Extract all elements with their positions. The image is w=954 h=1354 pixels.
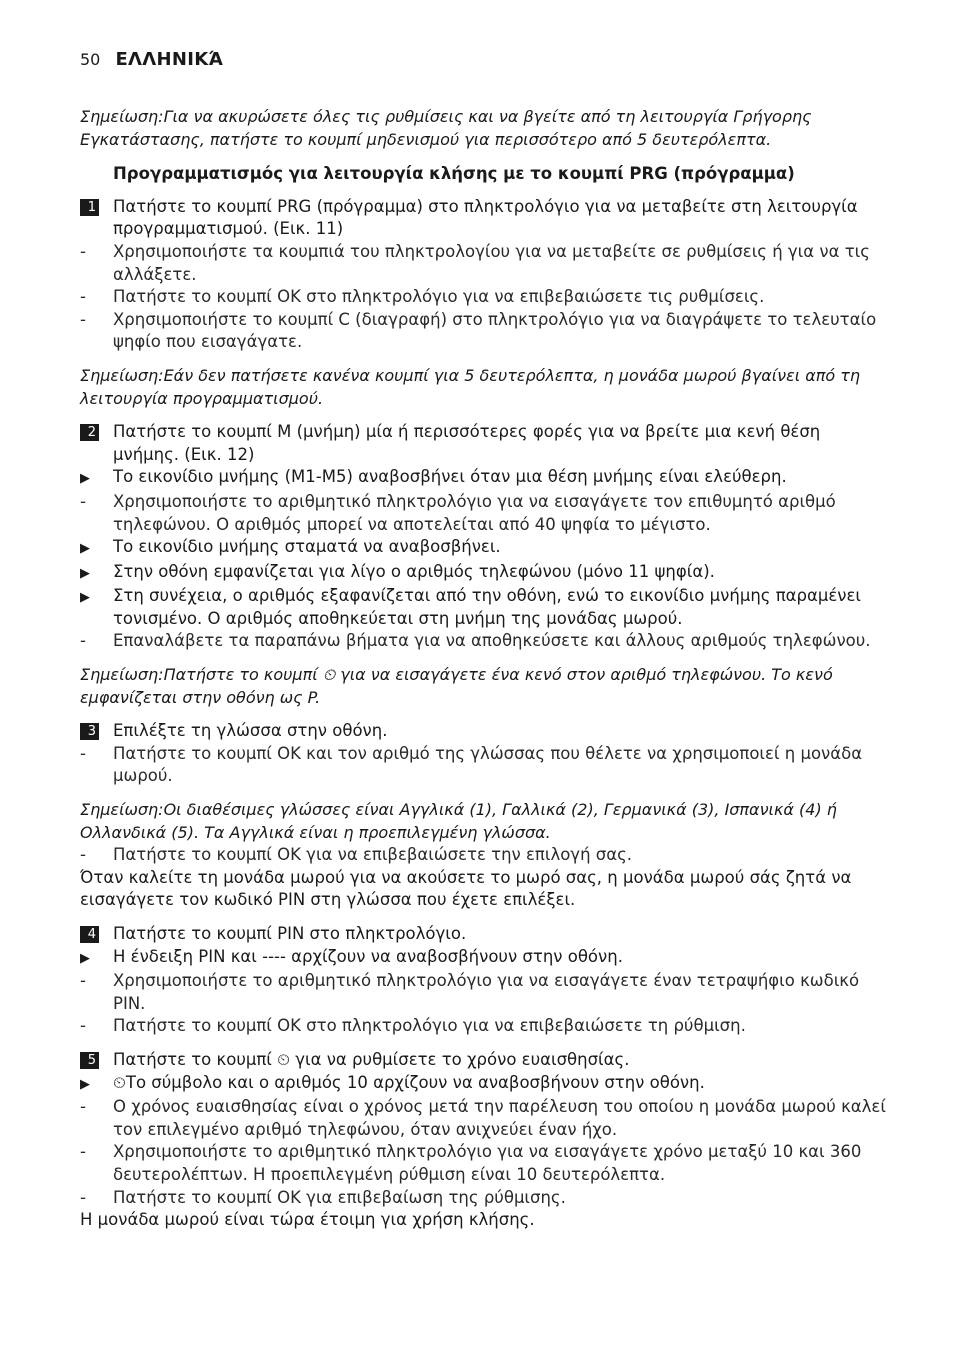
dash-marker: - — [80, 845, 86, 865]
result-arrow-icon: ▶ — [80, 541, 90, 557]
step-text: Επιλέξτε τη γλώσσα στην οθόνη. — [113, 721, 388, 741]
list-item — [80, 743, 886, 788]
result-arrow-icon: ▶ — [80, 950, 90, 966]
list-item-text: Χρησιμοποιήστε τα κουμπιά του πληκτρολογίου για να μεταβείτε σε ρυθμίσεις ή για να τις αλλάξετε. — [113, 241, 870, 284]
step-text: Πατήστε το κουμπί ⏲ για να ρυθμίσετε το χρόνο ευαισθησίας. — [113, 1049, 630, 1069]
language-title: ΕΛΛΗΝΙΚΆ — [115, 49, 224, 70]
result-item — [80, 1072, 886, 1097]
list-item — [80, 844, 886, 867]
step-text: Πατήστε το κουμπί PRG (πρόγραμμα) στο πληκτρολόγιο για να μεταβείτε στη λειτουργία προγραμματισμού. (Εικ. 11) — [113, 196, 858, 239]
dash-marker: - — [80, 743, 86, 763]
page-content — [80, 106, 886, 1232]
step-1 — [80, 196, 886, 241]
step-5 — [80, 1049, 886, 1072]
result-item — [80, 466, 886, 491]
step-number-badge: 3 — [80, 723, 99, 740]
step-number-badge: 5 — [80, 1052, 99, 1069]
list-item-text: Πατήστε το κουμπί OK και τον αριθμό της γλώσσας που θέλετε να χρησιμοποιεί η μονάδα μωρού. — [113, 743, 863, 786]
result-item — [80, 946, 886, 971]
list-item-text: Χρησιμοποιήστε το αριθμητικό πληκτρολόγιο για να εισαγάγετε έναν τετραψήφιο κωδικό PIN. — [113, 971, 860, 1013]
dash-marker: - — [80, 287, 86, 307]
note-quick-setup: Σημείωση:Για να ακυρώσετε όλες τις ρυθμίσεις και να βγείτε από τη λειτουργία Γρήγορης Εγκατάστασης, πατήστε το κουμπί μηδενισμού για περισσότερο από 5 δευτερόλεπτα. — [80, 107, 812, 149]
result-item — [80, 585, 886, 630]
list-item — [80, 1141, 886, 1186]
list-item — [80, 1015, 886, 1038]
result-text: Το εικονίδιο μνήμης σταματά να αναβοσβήνει. — [113, 537, 501, 557]
step-number-badge: 2 — [80, 424, 99, 441]
step-number-badge: 1 — [80, 199, 99, 216]
paragraph: Όταν καλείτε τη μονάδα μωρού για να ακούσετε το μωρό σας, η μονάδα μωρού σάς ζητά να εισαγάγετε τον κωδικό PIN στη γλώσσα που έχετε επιλέξει. — [80, 867, 852, 910]
result-text: Η ένδειξη PIN και ---- αρχίζουν να αναβοσβήνουν στην οθόνη. — [113, 946, 623, 966]
result-arrow-icon: ▶ — [80, 590, 90, 606]
dash-marker: - — [80, 1016, 86, 1036]
paragraph: Η μονάδα μωρού είναι τώρα έτοιμη για χρήση κλήσης. — [80, 1210, 535, 1230]
section-heading: Προγραμματισμός για λειτουργία κλήσης με το κουμπί PRG (πρόγραμμα) — [113, 164, 795, 184]
list-item — [80, 1096, 886, 1141]
list-item — [80, 241, 886, 286]
result-arrow-icon: ▶ — [80, 565, 90, 581]
list-item-text: Πατήστε το κουμπί OK για επιβεβαίωση της ρύθμισης. — [113, 1187, 566, 1207]
list-item — [80, 970, 886, 1015]
step-text: Πατήστε το κουμπί PIN στο πληκτρολόγιο. — [113, 924, 467, 943]
result-arrow-icon: ▶ — [80, 1076, 90, 1092]
list-item-text: Ο χρόνος ευαισθησίας είναι ο χρόνος μετά την παρέλευση του οποίου η μονάδα μωρού καλεί τον επιλεγμένο αριθμό τηλεφώνου, όταν ανιχνεύει έναν ήχο. — [113, 1097, 886, 1139]
note-timeout: Σημείωση:Εάν δεν πατήσετε κανένα κουμπί για 5 δευτερόλεπτα, η μονάδα μωρού βγαίνει από τη λειτουργία προγραμματισμού. — [80, 365, 861, 408]
dash-marker: - — [80, 1187, 86, 1207]
dash-marker: - — [80, 971, 86, 991]
result-text: Το εικονίδιο μνήμης (M1-M5) αναβοσβήνει όταν μια θέση μνήμης είναι ελεύθερη. — [113, 467, 787, 487]
step-text: Πατήστε το κουμπί M (μνήμη) μία ή περισσότερες φορές για να βρείτε μια κενή θέση μνήμης. (Εικ. 12) — [113, 422, 821, 464]
list-item-text: Χρησιμοποιήστε το αριθμητικό πληκτρολόγιο για να εισαγάγετε χρόνο μεταξύ 10 και 360 δευτερολέπτων. Η προεπιλεγμένη ρύθμιση είναι 10 δευτερόλεπτα. — [113, 1142, 862, 1184]
note-pause: Σημείωση:Πατήστε το κουμπί ⏲ για να εισαγάγετε ένα κενό στον αριθμό τηλεφώνου. Το κενό εμφανίζεται στην οθόνη ως P. — [80, 665, 833, 707]
list-item-text: Χρησιμοποιήστε το αριθμητικό πληκτρολόγιο για να εισαγάγετε τον επιθυμητό αριθμό τηλεφώνου. Ο αριθμός μπορεί να αποτελείται από 40 ψηφία το μέγιστο. — [113, 491, 836, 534]
step-2 — [80, 421, 886, 466]
result-text: Στην οθόνη εμφανίζεται για λίγο ο αριθμός τηλεφώνου (μόνο 11 ψηφία). — [113, 561, 715, 581]
list-item-text: Πατήστε το κουμπί OK στο πληκτρολόγιο για να επιβεβαιώσετε τις ρυθμίσεις. — [113, 287, 765, 307]
dash-marker: - — [80, 631, 86, 651]
note-languages: Σημείωση:Οι διαθέσιμες γλώσσες είναι Αγγλικά (1), Γαλλικά (2), Γερμανικά (3), Ισπανικά (4) ή Ολλανδικά (5). Τα Αγγλικά είναι η προεπιλεγμένη γλώσσα. — [80, 800, 837, 842]
dash-marker: - — [80, 491, 86, 511]
step-4 — [80, 923, 886, 946]
dash-marker: - — [80, 1142, 86, 1162]
page-header — [80, 49, 223, 70]
result-item — [80, 536, 886, 561]
dash-marker: - — [80, 241, 86, 261]
list-item-text: Πατήστε το κουμπί OK για να επιβεβαιώσετε την επιλογή σας. — [113, 845, 633, 865]
step-3 — [80, 720, 886, 743]
list-item — [80, 491, 886, 536]
list-item — [80, 630, 886, 653]
dash-marker: - — [80, 1097, 86, 1117]
page-number: 50 — [80, 50, 101, 69]
list-item — [80, 309, 886, 354]
step-number-badge: 4 — [80, 926, 99, 943]
result-text: Στη συνέχεια, ο αριθμός εξαφανίζεται από την οθόνη, ενώ το εικονίδιο μνήμης παραμένει τονισμένο. Ο αριθμός αποθηκεύεται στη μνήμη της μονάδας μωρού. — [113, 586, 861, 628]
result-text: ⏲Το σύμβολο και ο αριθμός 10 αρχίζουν να αναβοσβήνουν στην οθόνη. — [113, 1072, 705, 1092]
list-item-text: Χρησιμοποιήστε το κουμπί C (διαγραφή) στο πληκτρολόγιο για να διαγράψετε το τελευταίο ψηφίο που εισαγάγατε. — [113, 309, 877, 352]
result-item — [80, 561, 886, 586]
result-arrow-icon: ▶ — [80, 471, 90, 487]
dash-marker: - — [80, 309, 86, 329]
list-item — [80, 1187, 886, 1210]
list-item-text: Επαναλάβετε τα παραπάνω βήματα για να αποθηκεύσετε και άλλους αριθμούς τηλεφώνου. — [113, 631, 871, 651]
list-item — [80, 286, 886, 309]
list-item-text: Πατήστε το κουμπί OK στο πληκτρολόγιο για να επιβεβαιώσετε τη ρύθμιση. — [113, 1016, 746, 1036]
